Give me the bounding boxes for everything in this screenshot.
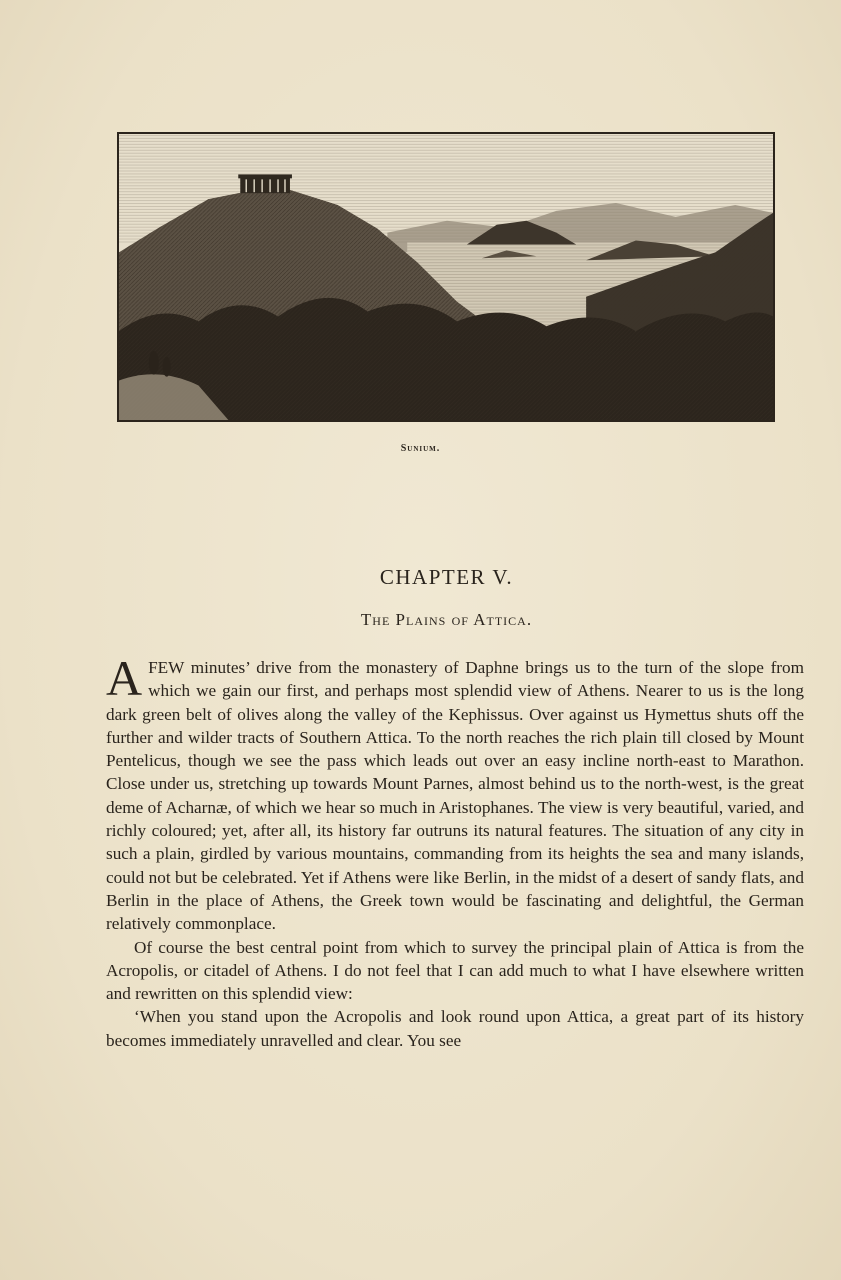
landscape-engraving [119,134,773,420]
paragraph-1-text: FEW minutes’ drive from the monastery of Daphne brings us to the turn of the slope from which we gain our first, and perhaps most splendid view of Athens. Nearer to us is the long dark green belt of olives along the valley of the Kephissus. Over against us Hymettus shuts off the further and wilder tracts of Southern Attica. To the north reaches the rich plain till closed by Mount Pentelicus, though we see the pass which leads out over an easy incline north-east to Marathon. Close under us, stretching up towards Mount Parnes, almost behind us to the north-west, is the great deme of Acharnæ, of which we hear so much in Aristophanes. The view is very beautiful, varied, and richly coloured; yet, after all, its history far outruns its natural features. The situation of any city in such a plain, girdled by various mountains, commanding from its heights the sea and many islands, could not but be celebrated. Yet if Athens were like Berlin, in the midst of a desert of sandy flats, and Berlin in the place of Athens, the Greek town would be fascinating and delightful, the German relatively commonplace. [106,658,804,934]
body-text [106,650,804,1052]
engraving-illustration [117,132,775,422]
paragraph-2: Of course the best central point from which to survey the principal plain of Attica is from the Acropolis, or citadel of Athens. I do not feel that I can add much to what I have elsewhere written and rewritten on this splendid view: [106,937,804,1004]
chapter-title: The Plains of Attica. [360,610,533,629]
drop-cap: A [106,650,143,706]
paragraph-3: ‘When you stand upon the Acropolis and look round upon Attica, a great part of its history becomes immediately unravelled and clear. You see [106,1007,804,1050]
paragraph-1 [106,650,804,936]
chapter-heading: CHAPTER V. [379,565,514,589]
figure-caption: Sunium. [400,443,441,454]
